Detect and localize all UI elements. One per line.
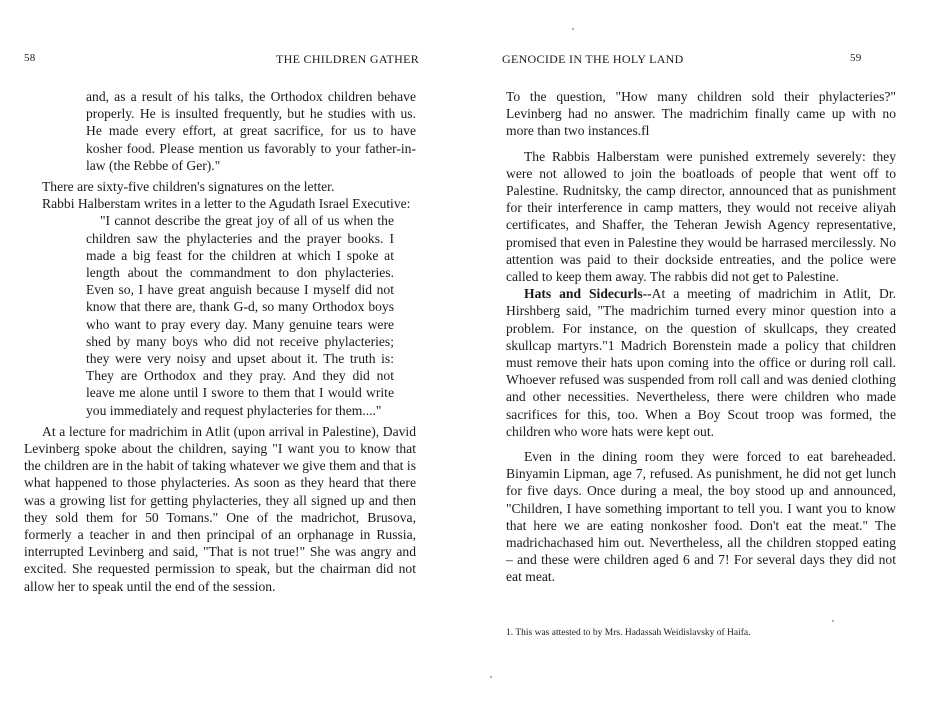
right-paragraph-1: To the question, "How many children sold their phylacteries?" Levinberg had no answer. The madrichim finally came up with no more than two instances.fl xyxy=(506,89,896,139)
right-running-head: GENOCIDE IN THE HOLY LAND xyxy=(502,52,684,66)
right-paragraph-2: The Rabbis Halberstam were punished extremely severely: they were not allowed to join the boatloads of people that went off to Palestine. Rudnitsky, the camp director, announced that as punishment for their interference in camp matters, they would not receive aliyah certificates, and Shaffer, the Teheran Jewish Agency representative, promised that even in Palestine they would be harrased mercilessly. No attention was paid to their dockside entreaties, and the police were called to keep them away. The rabbis did not get to Palestine. xyxy=(506,148,896,285)
right-page-number: 59 xyxy=(850,52,862,64)
section-heading: Hats and Sidecurls-- xyxy=(524,286,652,302)
left-paragraph-2: There are sixty-five children's signatures on the letter. xyxy=(42,179,335,195)
right-paragraph-3-text: At a meeting of madrichim in Atlit, Dr. Hirshberg said, "The madrichim turned every minor question into a problem. For instance, on the question of skullcaps, they created skullcap martyrs."1 Madrich Borenstein made a policy that children must remove their hats upon coming into the office or during roll call. Whoever refused was suspended from roll call and was denied clothing and other necessities. Nevertheless, there were children who made sacrifices for this, too. When a Boy Scout troop was formed, the children who wore hats were kept out. xyxy=(506,286,896,439)
scan-speck xyxy=(490,676,492,678)
left-page xyxy=(0,0,472,727)
right-body-text xyxy=(506,88,896,586)
left-paragraph-5: At a lecture for madrichim in Atlit (upon arrival in Palestine), David Levinberg spoke about the children, saying "I want you to know that the children are in the habit of taking whatever we give them and that is what happened to those phylacteries. As soon as they heard that there was a growing list for getting phylacteries, they all signed up and then they sold them for 50 Tomans." One of the madrichot, Brusova, formerly a teacher in and then principal of an orphanage in Russia, interrupted Levinberg and said, "That is not true!" She was angry and excited. She requested permission to speak, but the chairman did not allow her to speak until the end of the session. xyxy=(24,423,416,594)
left-quote-block: "I cannot describe the great joy of all of us when the children saw the phylacteries and the prayer books. I made a big feast for the children at which I spoke at length about the commandment to don phylacteries. Even so, I have great anguish because I myself did not know that there are, thank G-d, so many Orthodox boys who want to pray every day. Many genuine tears were shed by many boys who did not receive phylacteries; they were very noisy and upset about it. The truth is: They are Orthodox and they pray. And they did not leave me alone until I swore to them that I would write you immediately and request phylacteries for them...." xyxy=(86,213,394,418)
left-paragraph-1: and, as a result of his talks, the Orthodox children behave properly. He is insulted frequently, but he studies with us. He made every effort, at great sacrifice, for us to have kosher food. Please mention us favorably to your father-in-law (the Rebbe of Ger)." xyxy=(86,89,416,173)
right-page xyxy=(472,0,945,727)
footnote: 1. This was attested to by Mrs. Hadassah Weidislavsky of Haifa. xyxy=(506,628,751,638)
right-paragraph-3 xyxy=(506,285,896,440)
right-paragraph-4: Even in the dining room they were forced to eat bareheaded. Binyamin Lipman, age 7, refused. As punishment, he did not get lunch for five days. Once during a meal, the boy stood up and announced, "Children, I have something important to tell you. I want you to know that here we are eating nonkosher food. Don't eat the meat." The madrichachased him out. Nevertheless, all the children stopped eating – and these were children aged 6 and 7! For several days they did not eat meat. xyxy=(506,449,896,585)
left-paragraph-3: Rabbi Halberstam writes in a letter to the Agudath Israel Executive: xyxy=(42,196,411,212)
left-body-text xyxy=(24,88,416,595)
left-page-number: 58 xyxy=(24,52,36,64)
scan-speck xyxy=(572,28,574,30)
scan-speck xyxy=(832,620,834,622)
left-running-head: THE CHILDREN GATHER xyxy=(276,52,420,66)
